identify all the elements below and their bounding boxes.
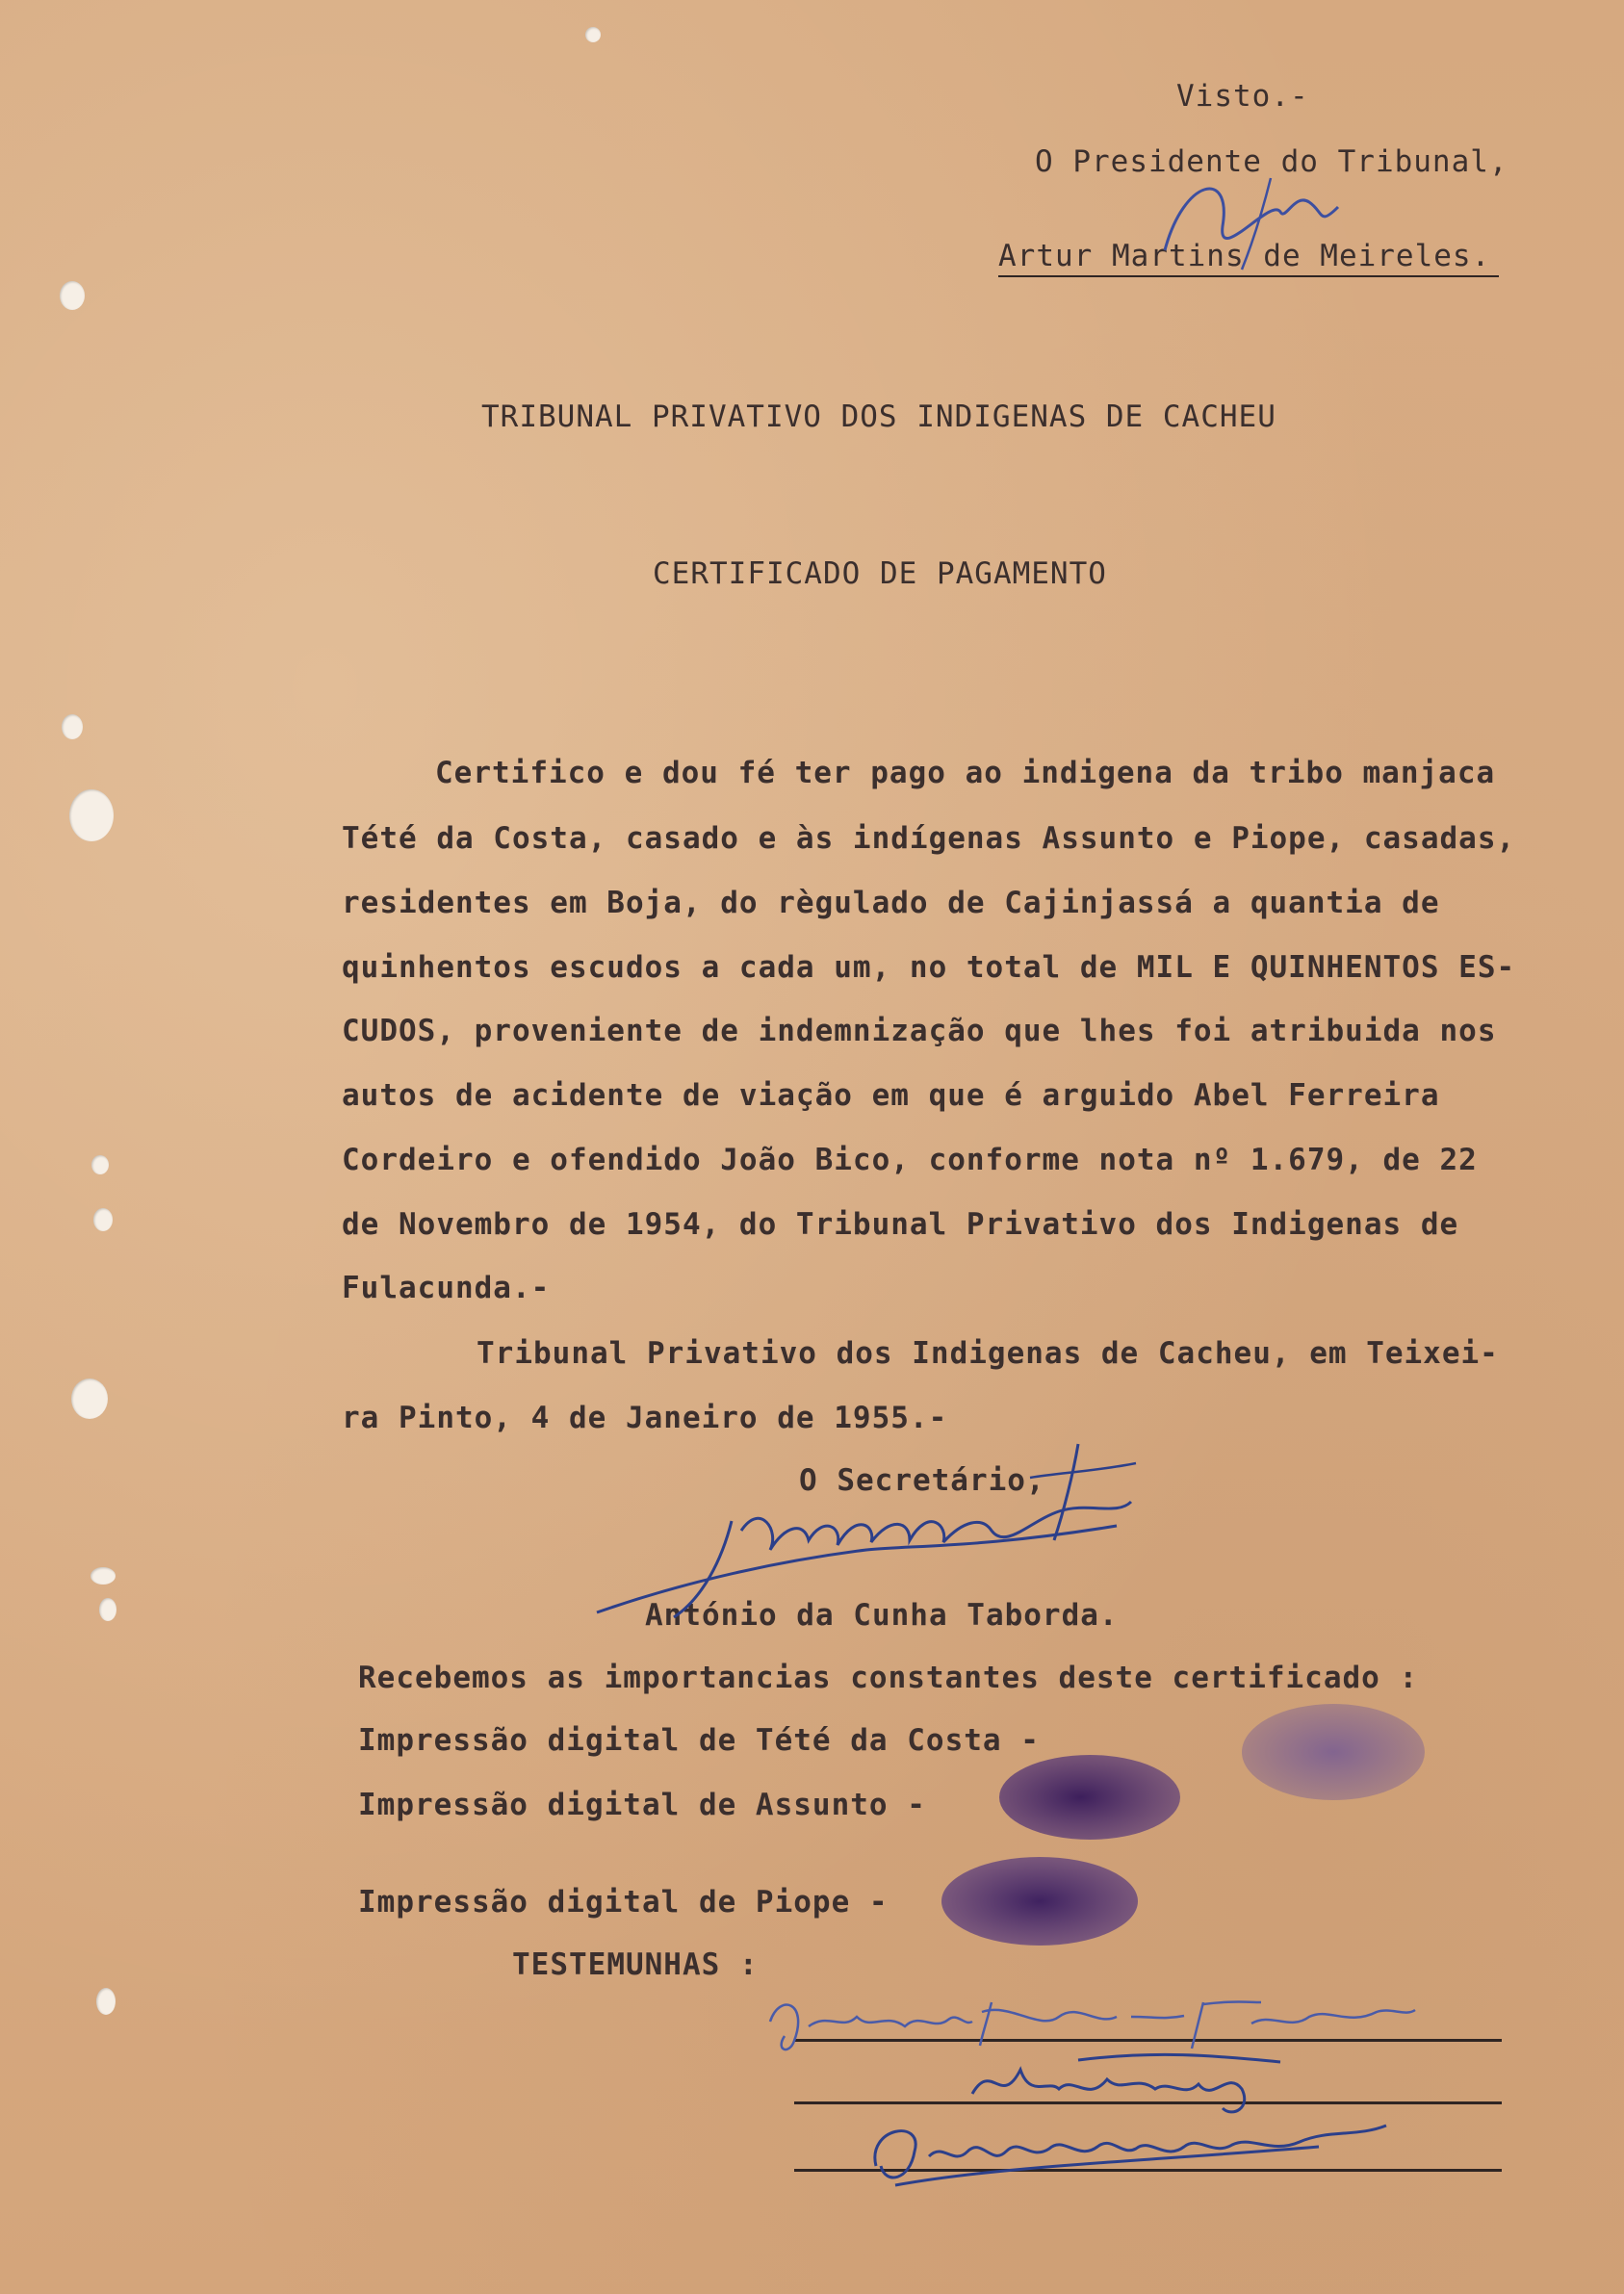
punch-hole <box>99 1598 116 1621</box>
body-line: residentes em Boja, do règulado de Cajinjassá a quantia de <box>342 886 1440 920</box>
punch-hole <box>60 281 85 310</box>
fingerprint-label-tete: Impressão digital de Tété da Costa - <box>358 1723 1040 1758</box>
president-signature <box>1126 159 1357 274</box>
punch-hole <box>96 1988 116 2015</box>
fingerprint-piope <box>939 1853 1141 1949</box>
president-name: Artur Martins de Meireles. <box>998 239 1491 273</box>
body-line: Fulacunda.- <box>342 1271 551 1305</box>
document-title: CERTIFICADO DE PAGAMENTO <box>653 556 1107 591</box>
body-line: autos de acidente de viação em que é arguido Abel Ferreira <box>342 1078 1440 1113</box>
punch-hole <box>90 1567 116 1585</box>
fingerprint-tete <box>1237 1699 1430 1805</box>
body-line: Cordeiro e ofendido João Bico, conforme nota nº 1.679, de 22 <box>342 1143 1478 1177</box>
closing-line: Tribunal Privativo dos Indigenas de Cacheu, em Teixei- <box>477 1336 1499 1371</box>
punch-hole <box>93 1208 113 1231</box>
punch-hole <box>585 27 601 42</box>
court-heading: TRIBUNAL PRIVATIVO DOS INDIGENAS DE CACHEU <box>481 400 1276 434</box>
visto-text: Visto.- <box>1176 79 1309 114</box>
body-line: Tété da Costa, casado e às indígenas Assunto e Piope, casadas, <box>342 821 1516 856</box>
punch-hole <box>62 714 83 739</box>
punch-hole <box>91 1155 109 1174</box>
witnesses-label: TESTEMUNHAS : <box>512 1947 759 1982</box>
punch-hole <box>71 1379 108 1419</box>
body-line: Certifico e dou fé ter pago ao indigena da tribo manjaca <box>435 756 1496 790</box>
secretary-name: António da Cunha Taborda. <box>645 1598 1119 1633</box>
receipt-statement: Recebemos as importancias constantes deste certificado : <box>358 1661 1419 1695</box>
punch-hole <box>69 789 114 841</box>
fingerprint-label-assunto: Impressão digital de Assunto - <box>358 1788 926 1822</box>
body-line: quinhentos escudos a cada um, no total de MIL E QUINHENTOS ES- <box>342 950 1516 985</box>
body-line: de Novembro de 1954, do Tribunal Privativo dos Indigenas de <box>342 1207 1459 1242</box>
closing-line: ra Pinto, 4 de Janeiro de 1955.- <box>342 1401 948 1435</box>
body-line: CUDOS, proveniente de indemnização que lhes foi atribuida nos <box>342 1014 1497 1048</box>
witness-signature-3 <box>857 2108 1396 2190</box>
secretary-title: O Secretário, <box>799 1463 1045 1498</box>
witness-signature-1 <box>751 1973 1425 2060</box>
secretary-signature <box>578 1434 1155 1627</box>
fingerprint-assunto <box>996 1752 1184 1843</box>
fingerprint-label-piope: Impressão digital de Piope - <box>358 1885 889 1920</box>
president-name-underline <box>998 275 1499 277</box>
president-title: O Presidente do Tribunal, <box>1035 144 1508 179</box>
